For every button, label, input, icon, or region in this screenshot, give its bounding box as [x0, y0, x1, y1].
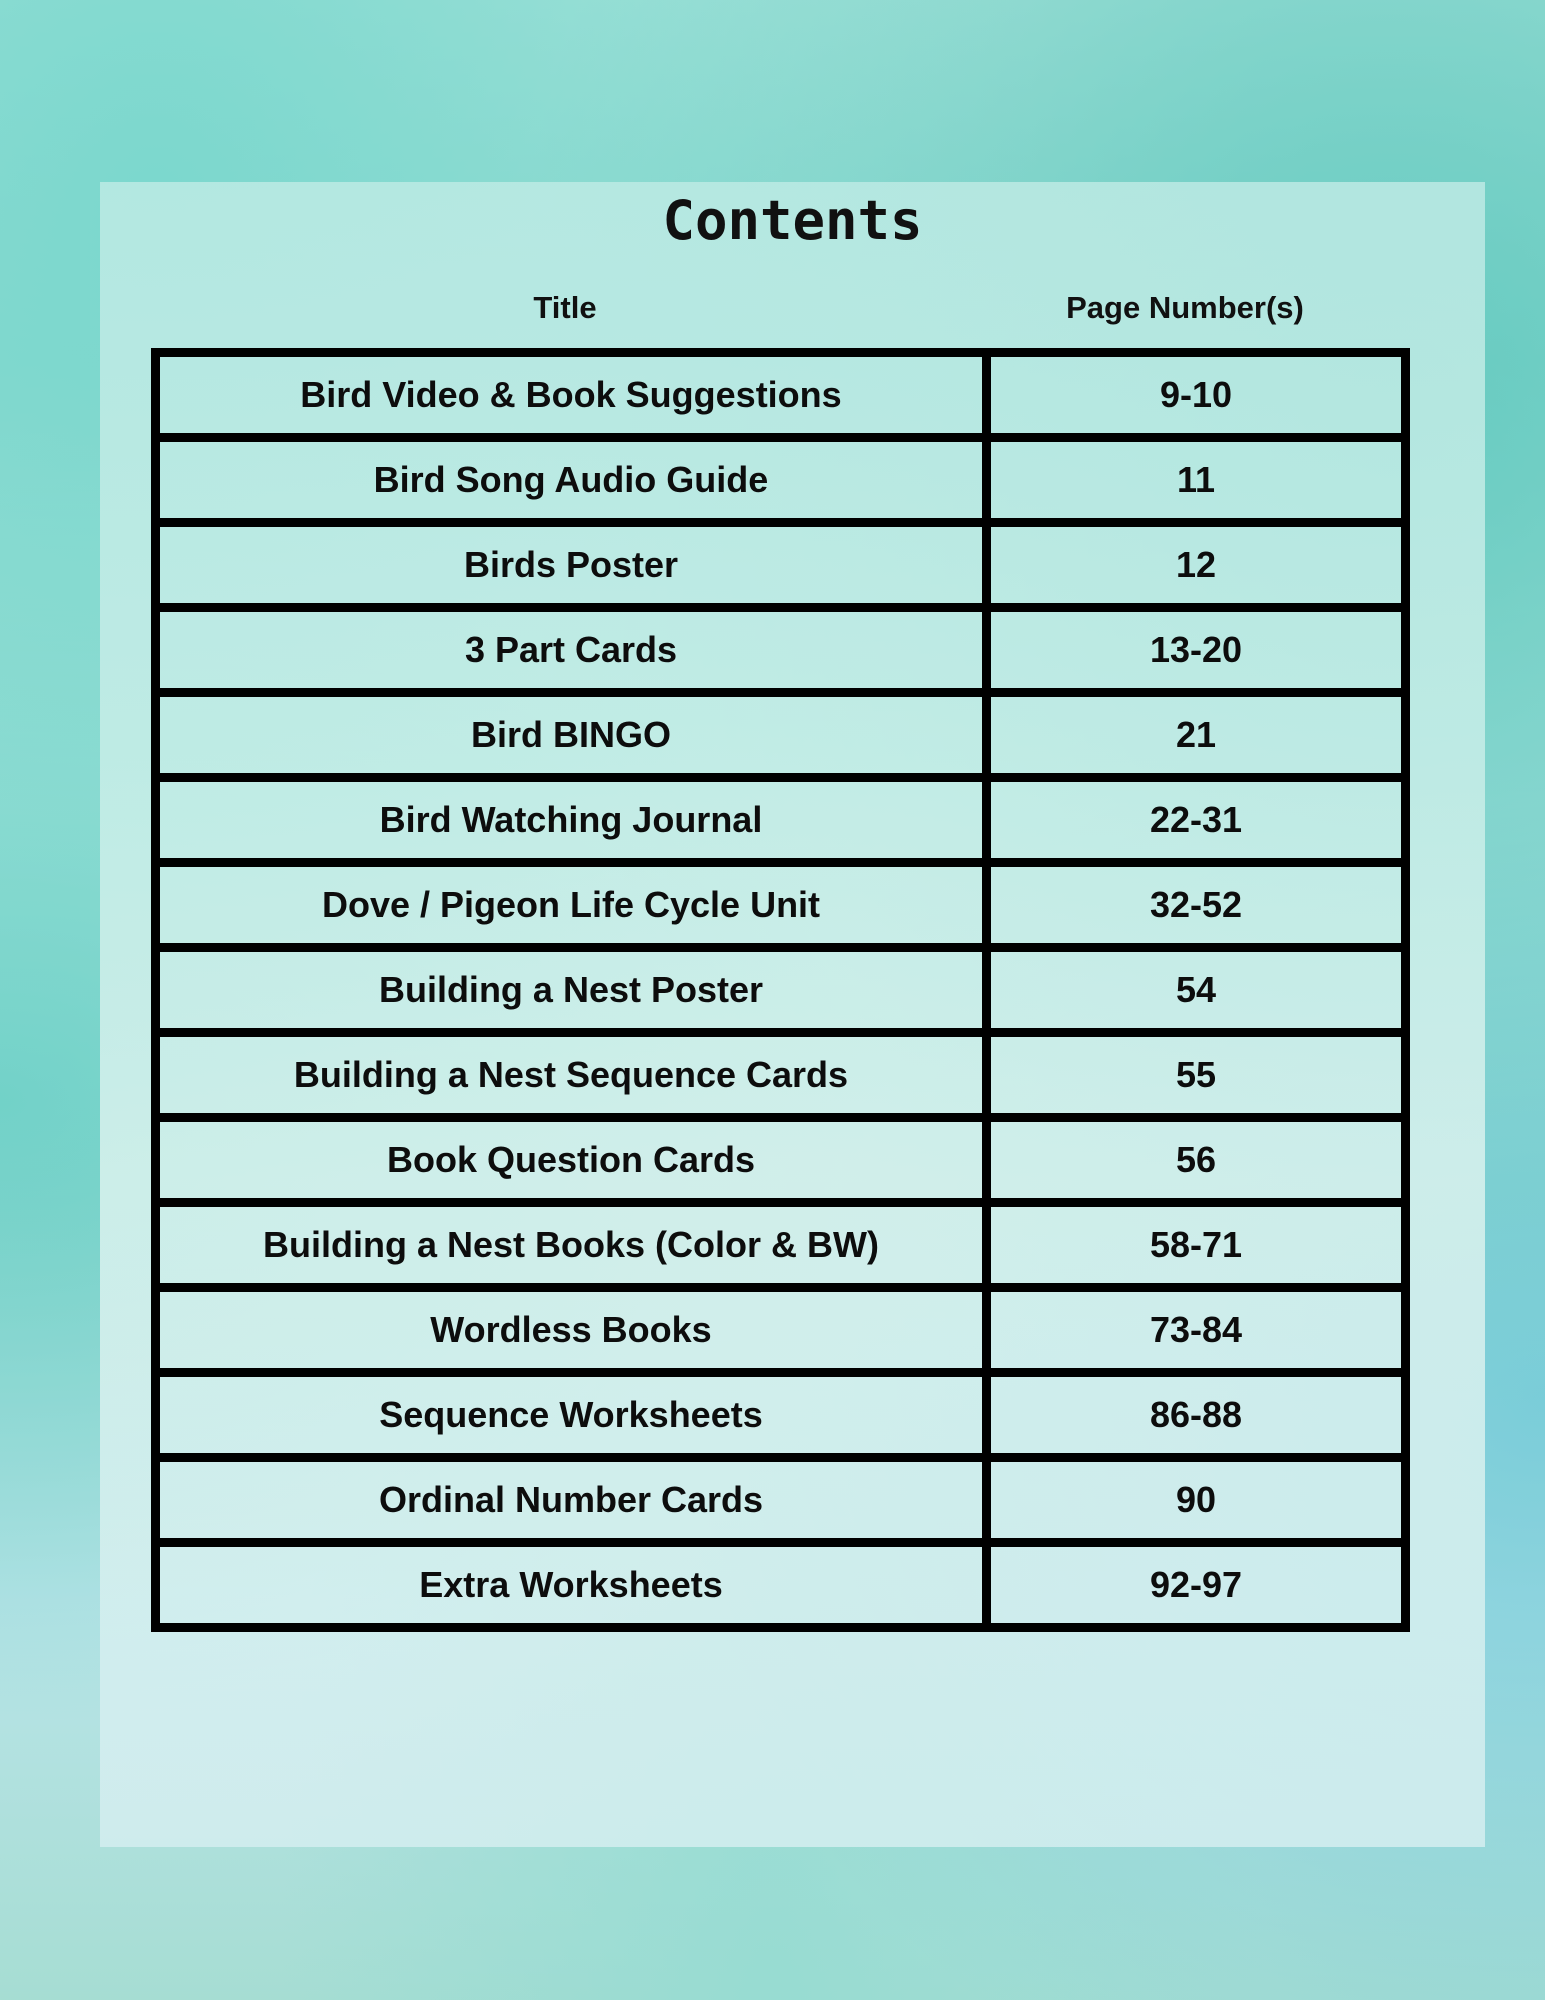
entry-title: Bird Watching Journal	[156, 778, 987, 863]
table-row	[156, 1373, 1406, 1458]
entry-title: Bird BINGO	[156, 693, 987, 778]
table-row	[156, 693, 1406, 778]
entry-pages: 56	[987, 1118, 1406, 1203]
entry-pages: 21	[987, 693, 1406, 778]
entry-pages: 92-97	[987, 1543, 1406, 1628]
entry-pages: 12	[987, 523, 1406, 608]
column-header-title: Title	[533, 290, 597, 325]
table-row	[156, 1033, 1406, 1118]
table-row	[156, 1458, 1406, 1543]
table-row	[156, 1288, 1406, 1373]
table-row	[156, 1118, 1406, 1203]
table-row	[156, 353, 1406, 438]
entry-title: Wordless Books	[156, 1288, 987, 1373]
column-header-page-numbers: Page Number(s)	[1066, 290, 1304, 325]
entry-title: 3 Part Cards	[156, 608, 987, 693]
entry-pages: 13-20	[987, 608, 1406, 693]
entry-title: Building a Nest Sequence Cards	[156, 1033, 987, 1118]
entry-title: Extra Worksheets	[156, 1543, 987, 1628]
entry-title: Ordinal Number Cards	[156, 1458, 987, 1543]
entry-title: Dove / Pigeon Life Cycle Unit	[156, 863, 987, 948]
table-row	[156, 1543, 1406, 1628]
table-row	[156, 608, 1406, 693]
table-row	[156, 523, 1406, 608]
entry-pages: 55	[987, 1033, 1406, 1118]
entry-pages: 54	[987, 948, 1406, 1033]
entry-pages: 90	[987, 1458, 1406, 1543]
entry-pages: 22-31	[987, 778, 1406, 863]
entry-pages: 9-10	[987, 353, 1406, 438]
entry-pages: 73-84	[987, 1288, 1406, 1373]
table-row	[156, 438, 1406, 523]
entry-pages: 58-71	[987, 1203, 1406, 1288]
page-title: Contents	[662, 189, 923, 252]
table-row	[156, 863, 1406, 948]
entry-pages: 32-52	[987, 863, 1406, 948]
contents-panel	[100, 182, 1485, 1847]
table-row	[156, 948, 1406, 1033]
table-row	[156, 778, 1406, 863]
table-row	[156, 1203, 1406, 1288]
entry-pages: 86-88	[987, 1373, 1406, 1458]
entry-title: Building a Nest Books (Color & BW)	[156, 1203, 987, 1288]
entry-title: Book Question Cards	[156, 1118, 987, 1203]
entry-title: Birds Poster	[156, 523, 987, 608]
entry-title: Bird Song Audio Guide	[156, 438, 987, 523]
entry-title: Sequence Worksheets	[156, 1373, 987, 1458]
entry-title: Bird Video & Book Suggestions	[156, 353, 987, 438]
entry-title: Building a Nest Poster	[156, 948, 987, 1033]
contents-table	[151, 348, 1410, 1632]
entry-pages: 11	[987, 438, 1406, 523]
